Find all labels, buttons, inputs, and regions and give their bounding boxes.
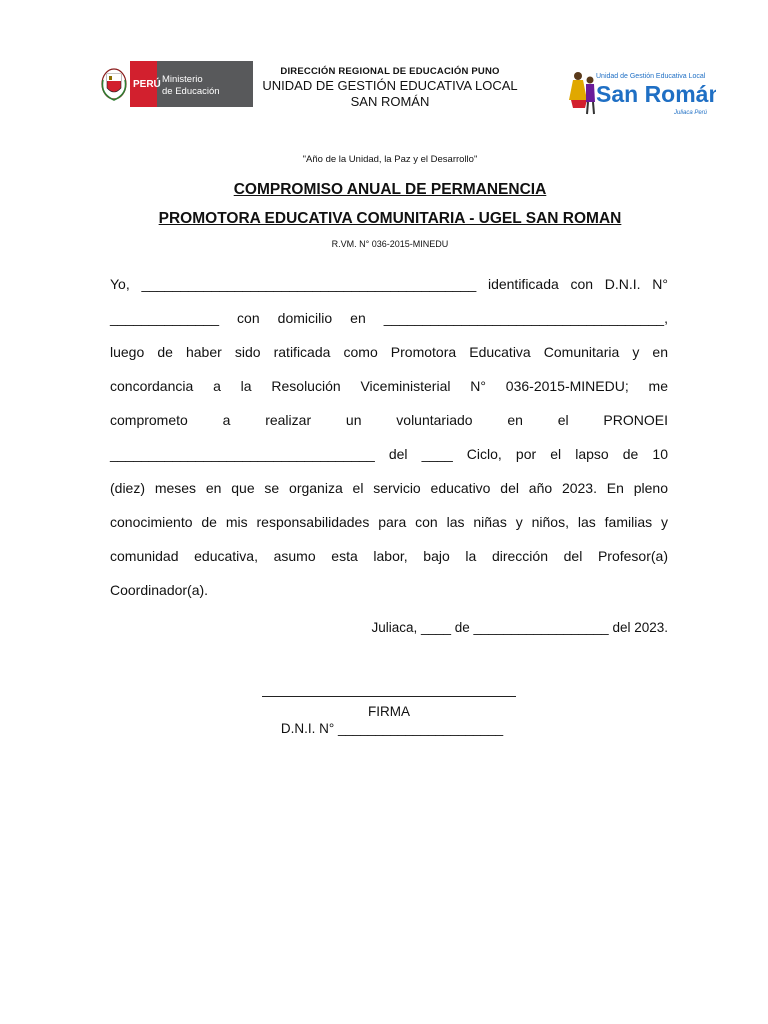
dancers-icon	[569, 72, 595, 114]
year-motto: "Año de la Unidad, la Paz y el Desarrollo"	[302, 154, 478, 165]
peru-text: PERÚ	[133, 79, 161, 90]
body-line: ______________ con domicilio en ____________________________________,	[110, 310, 668, 326]
body-line: (diez) meses en que se organiza el servicio educativo del año 2023. En pleno	[110, 480, 668, 496]
document-title-line1: COMPROMISO ANUAL DE PERMANENCIA	[233, 181, 547, 198]
ugel-caption: Unidad de Gestión Educativa Local	[596, 73, 706, 80]
ugel-san-roman-logo	[566, 66, 716, 118]
body-line: comunidad educativa, asumo esta labor, bajo la dirección del Profesor(a)	[110, 548, 668, 564]
ugel-san-roman-logo-graphic	[566, 66, 716, 118]
body-line: concordancia a la Resolución Viceministerial N° 036-2015-MINEDU; me	[110, 378, 668, 394]
body-line: Coordinador(a).	[110, 582, 209, 598]
san-roman-logo-text: San Román	[596, 81, 716, 107]
san-roman-heading: SAN ROMÁN	[350, 94, 430, 109]
juliaca-peru-text: Juliaca Perú	[674, 110, 708, 116]
body-line: Yo, ___________________________________________ identificada con D.N.I. N°	[110, 276, 668, 292]
direccion-regional-heading: DIRECCIÓN REGIONAL DE EDUCACIÓN PUNO	[280, 66, 500, 77]
signature-label: FIRMA	[368, 704, 410, 719]
body-line: __________________________________ del ____ Ciclo, por el lapso de 10	[110, 446, 668, 462]
signature-line	[262, 696, 516, 698]
body-line: comprometo a realizar un voluntariado en el PRONOEI	[110, 412, 668, 428]
body-line: luego de haber sido ratificada como Promotora Educativa Comunitaria y en	[110, 344, 668, 360]
commitment-body	[110, 274, 668, 614]
document-title-line2: PROMOTORA EDUCATIVA COMUNITARIA - UGEL SAN ROMAN	[158, 210, 622, 227]
rvm-reference: R.VM. N° 036-2015-MINEDU	[331, 239, 449, 249]
de-educacion-text: de Educación	[162, 86, 220, 97]
place-date-line: Juliaca, ____ de __________________ del 2023.	[371, 620, 668, 635]
ugel-heading: UNIDAD DE GESTIÓN EDUCATIVA LOCAL	[262, 78, 518, 93]
ministerio-text: Ministerio	[162, 74, 203, 85]
body-line: conocimiento de mis responsabilidades para con las niñas y niños, las familias y	[110, 514, 668, 530]
coat-of-arms-icon	[102, 69, 126, 100]
signature-dni: D.N.I. N° ______________________	[280, 721, 504, 736]
